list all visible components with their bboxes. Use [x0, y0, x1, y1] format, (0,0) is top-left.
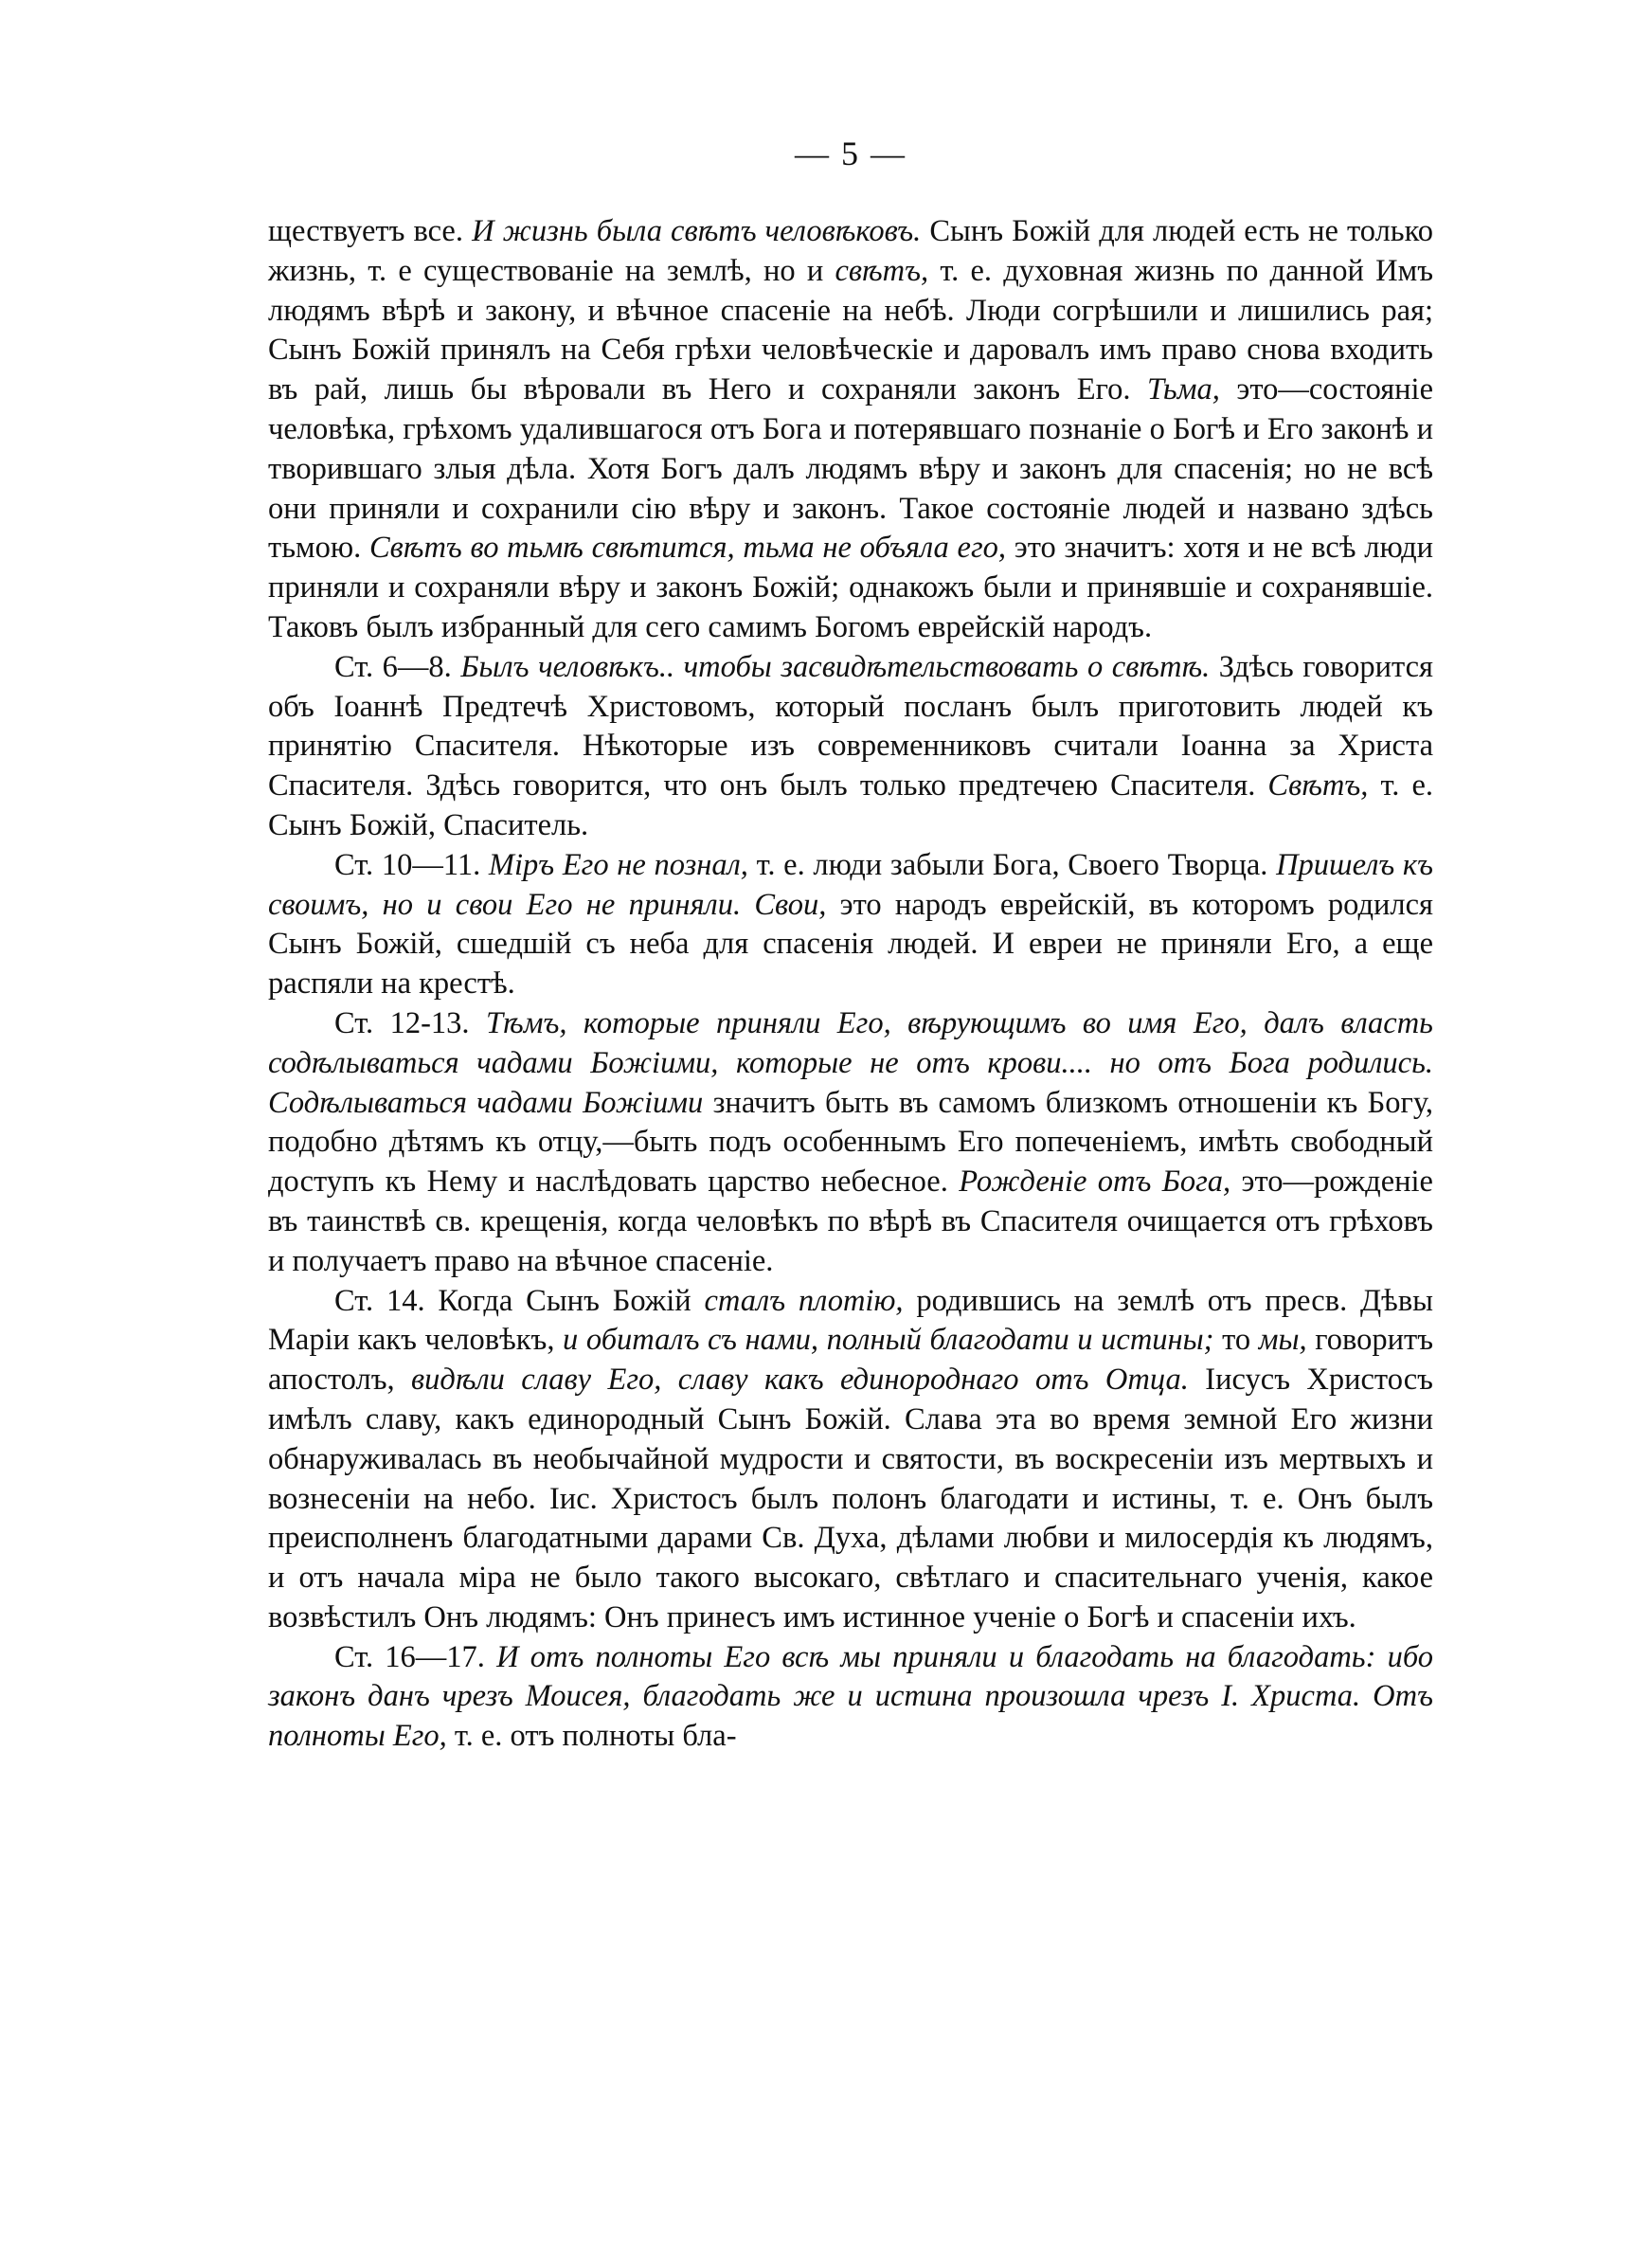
- text-run: т. е. Сынъ Божій, Спаситель.: [268, 768, 1433, 842]
- text-run: Ст. 14. Когда Сынъ Божій: [334, 1283, 705, 1318]
- paragraph-p2: [268, 648, 1433, 846]
- book-page: [268, 133, 1433, 2217]
- italic-quote: свѣтъ,: [835, 253, 929, 288]
- italic-quote: Тьма,: [1147, 372, 1220, 407]
- text-run: Сынъ Божій для людей есть не только жизнь, т. е существованіе на землѣ, но и: [268, 214, 1433, 288]
- paragraph-p1: [268, 212, 1433, 648]
- text-body: [268, 212, 1433, 1757]
- text-run: Ст. 6—8.: [334, 649, 461, 684]
- page-number: — 5 —: [795, 135, 907, 172]
- text-run: Іисусъ Христосъ имѣлъ славу, какъ единородный Сынъ Божій. Слава эта во время земной Его жизни обнаруживалась въ необычайной мудрости и святости, въ воскресеніи изъ мертвыхъ и вознесеніи на небо. Іис. Христосъ былъ полонъ благодати и истины, т. е. Онъ былъ преисполненъ благодатными дарами Св. Духа, дѣлами любви и милосердія къ людямъ, и отъ начала міра не было такого высокаго, свѣтлаго и спасительнаго ученія, какое возвѣстилъ Онъ людямъ: Онъ принесъ имъ истинное ученіе о Богѣ и спасеніи ихъ.: [268, 1363, 1433, 1634]
- text-run: т. е. люди забыли Бога, Своего Творца.: [747, 847, 1277, 882]
- italic-quote: Свѣтъ во тьмѣ свѣтится, тьма не объяла его,: [368, 531, 1007, 566]
- italic-quote: сталъ плотію,: [704, 1283, 904, 1318]
- text-run: Здѣсь говорится объ Іоаннѣ Предтечѣ Христовомъ, который посланъ былъ приготовить людей къ принятію Спасителя. Нѣкоторые изъ современниковъ считали Іоанна за Христа Спасителя. Здѣсь говорится, что онъ былъ только предтечею Спасителя.: [268, 649, 1433, 803]
- paragraph-p5: [268, 1282, 1433, 1638]
- text-run: т. е. духовная жизнь по данной Имъ людямъ вѣрѣ и закону, и вѣчное спасеніе на небѣ. Люди согрѣшили и лишились рая; Сынъ Божій принялъ на Себя грѣхи человѣческіе и даровалъ имъ право снова входить въ рай, лишь бы вѣровали въ Него и сохраняли законъ Его.: [268, 253, 1434, 407]
- text-run: это—рожденіе въ таинствѣ св. крещенія, когда человѣкъ по вѣрѣ въ Спасителя очищается отъ грѣховъ и получаетъ право на вѣчное спасеніе.: [268, 1165, 1433, 1278]
- italic-quote: и обиталъ съ нами, полный благодати и истины;: [563, 1323, 1214, 1358]
- text-run: Ст. 10—11.: [334, 847, 489, 882]
- italic-quote: мы,: [1258, 1323, 1307, 1358]
- text-run: Ст. 12-13.: [334, 1005, 486, 1040]
- text-run: это—состояніе человѣка, грѣхомъ удалившагося отъ Бога и потерявшаго познаніе о Богѣ и Его законѣ и творившаго злыя дѣла. Хотя Богъ далъ людямъ вѣру и законъ для спасенія; но не всѣ они приняли и сохранили сію вѣру и законъ. Такое состояніе людей и названо здѣсь тьмою.: [268, 372, 1433, 566]
- italic-quote: Свѣтъ,: [1267, 768, 1369, 803]
- paragraph-p3: [268, 846, 1433, 1004]
- text-run: родившись на землѣ отъ пресв. Дѣвы Маріи какъ человѣкъ,: [268, 1283, 1433, 1358]
- text-run: Ст. 16—17.: [334, 1639, 497, 1674]
- italic-quote: Міръ Его не познал,: [488, 847, 748, 882]
- italic-quote: Былъ человѣкъ.. чтобы засвидѣтельствовать о свѣтѣ.: [460, 649, 1211, 684]
- italic-quote: Тѣмъ, которые приняли Его, вѣрующимъ во имя Его, далъ власть содѣлываться чадами Божіими, которые не отъ крови.... но отъ Бога родились. Содѣлываться чадами Божіими: [268, 1005, 1433, 1120]
- text-run: т. е. отъ полноты бла-: [446, 1719, 737, 1754]
- text-run: значитъ быть въ самомъ близкомъ отношеніи къ Богу, подобно дѣтямъ къ отцу,—быть подъ особеннымъ Его попеченіемъ, имѣть свободный доступъ къ Нему и наслѣдовать царство небесное.: [268, 1085, 1433, 1200]
- italic-quote: Рожденіе отъ Бога,: [959, 1165, 1231, 1200]
- paragraph-p6: [268, 1638, 1433, 1757]
- italic-quote: И жизнь была свѣтъ человѣковъ.: [472, 214, 922, 248]
- text-run: то: [1213, 1323, 1259, 1358]
- italic-quote: Пришелъ къ своимъ, но и свои Его не приняли. Свои,: [268, 847, 1433, 922]
- italic-quote: И отъ полноты Его всѣ мы приняли и благодать на благодать: ибо законъ данъ чрезъ Моисея, благодать же и истина произошла чрезъ І. Христа. Отъ полноты Его,: [268, 1639, 1433, 1754]
- italic-quote: видѣли славу Его, славу какъ единороднаго отъ Отца.: [411, 1363, 1189, 1398]
- text-run: ществуетъ все.: [268, 214, 473, 248]
- text-run: это народъ еврейскій, въ которомъ родился Сынъ Божій, сшедшій съ неба для спасенія людей. И евреи не приняли Его, а еще распяли на крестѣ.: [268, 887, 1433, 1002]
- paragraph-p4: [268, 1004, 1433, 1282]
- text-run: это значитъ: хотя и не всѣ люди приняли и сохраняли вѣру и законъ Божій; однакожъ были и принявшіе и сохранявшіе. Таковъ былъ избранный для сего самимъ Богомъ еврейскій народъ.: [268, 531, 1434, 644]
- text-run: говоритъ апостолъ,: [268, 1323, 1433, 1398]
